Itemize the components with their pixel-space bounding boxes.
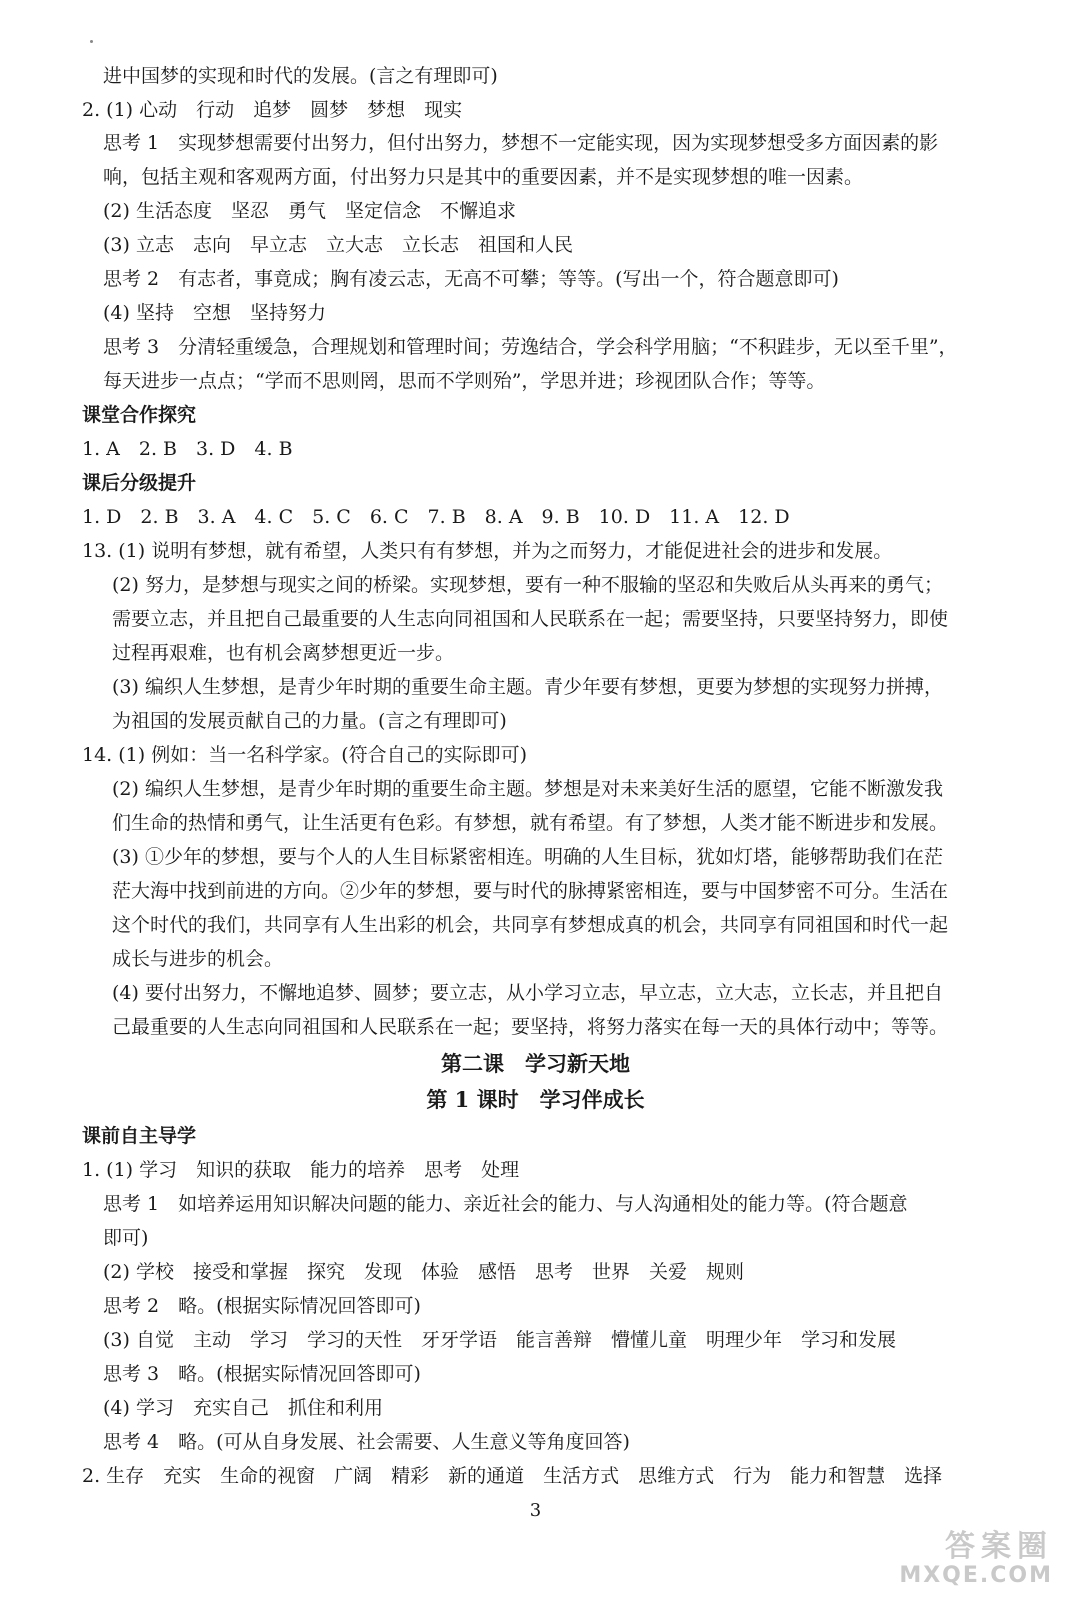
- text-line: 成长与进步的机会。: [112, 948, 284, 970]
- text-line: (2) 生活态度 坚忍 勇气 坚定信念 不懈追求: [103, 200, 516, 222]
- watermark-logo: [863, 1530, 1053, 1592]
- text-line: 这个时代的我们，共同享有人生出彩的机会，共同享有梦想成真的机会，共同享有同祖国和时代一起: [112, 914, 949, 936]
- text-line: 1. (1) 学习 知识的获取 能力的培养 思考 处理: [82, 1159, 520, 1181]
- text-line: 响，包括主观和客观两方面，付出努力只是其中的重要因素，并不是实现梦想的唯一因素。: [103, 166, 864, 188]
- text-line: (3) 立志 志向 早立志 立大志 立长志 祖国和人民: [103, 234, 573, 256]
- text-line: 进中国梦的实现和时代的发展。(言之有理即可): [103, 65, 498, 87]
- text-line: 为祖国的发展贡献自己的力量。(言之有理即可): [112, 710, 507, 732]
- text-line: 1. D 2. B 3. A 4. C 5. C 6. C 7. B 8. A 9. B 10. D 11. A 12. D: [82, 506, 790, 528]
- text-line: 14. (1) 例如：当一名科学家。(符合自己的实际即可): [82, 744, 528, 766]
- section-heading: 课堂合作探究: [82, 404, 197, 426]
- watermark-top: 答案圈: [945, 1529, 1053, 1564]
- text-line: 己最重要的人生志向同祖国和人民联系在一起；要坚持，将努力落实在每一天的具体行动中；等等。: [112, 1016, 949, 1038]
- text-line: 2. (1) 心动 行动 追梦 圆梦 梦想 现实: [82, 99, 463, 121]
- text-line: 思考 2 有志者，事竟成；胸有凌云志，无高不可攀；等等。(写出一个，符合题意即可): [103, 268, 839, 290]
- text-line: 思考 3 略。(根据实际情况回答即可): [103, 1363, 421, 1385]
- text-line: 们生命的热情和勇气，让生活更有色彩。有梦想，就有希望。有了梦想，人类才能不断进步和发展。: [112, 812, 949, 834]
- section-heading: 课前自主导学: [82, 1125, 197, 1147]
- text-line: 茫大海中找到前进的方向。②少年的梦想，要与时代的脉搏紧密相连，要与中国梦密不可分。生活在: [112, 880, 949, 902]
- text-line: 过程再艰难，也有机会离梦想更近一步。: [112, 642, 455, 664]
- text-line: (4) 坚持 空想 坚持努力: [103, 302, 326, 324]
- text-line: 每天进步一点点；“学而不思则罔，思而不学则殆”，学思并进；珍视团队合作；等等。: [103, 370, 826, 392]
- text-line: 思考 4 略。(可从自身发展、社会需要、人生意义等角度回答): [103, 1431, 630, 1453]
- text-line: 需要立志，并且把自己最重要的人生志向同祖国和人民联系在一起；需要坚持，只要坚持努力，即使: [112, 608, 949, 630]
- page-number: 3: [529, 1500, 542, 1521]
- text-line: (2) 学校 接受和掌握 探究 发现 体验 感悟 思考 世界 关爱 规则: [103, 1261, 744, 1283]
- section-heading: 课后分级提升: [82, 472, 197, 494]
- text-line: 13. (1) 说明有梦想，就有希望，人类只有有梦想，并为之而努力，才能促进社会的进步和发展。: [82, 540, 893, 562]
- text-line: (4) 学习 充实自己 抓住和利用: [103, 1397, 383, 1419]
- text-line: (3) 编织人生梦想，是青少年时期的重要生命主题。青少年要有梦想，更要为梦想的实现努力拼搏，: [112, 676, 943, 698]
- text-line: 思考 2 略。(根据实际情况回答即可): [103, 1295, 421, 1317]
- lesson-title: 第二课 学习新天地: [441, 1051, 630, 1076]
- text-line: 思考 1 实现梦想需要付出努力，但付出努力，梦想不一定能实现，因为实现梦想受多方面因素的影: [103, 132, 939, 154]
- text-line: (3) 自觉 主动 学习 学习的天性 牙牙学语 能言善辩 懵懂儿童 明理少年 学习和发展: [103, 1329, 896, 1351]
- scan-dot: [90, 40, 93, 43]
- text-line: 思考 3 分清轻重缓急，合理规划和管理时间；劳逸结合，学会科学用脑；“不积跬步，无以至千里”，: [103, 336, 958, 358]
- watermark-bottom: MXQE.COM: [899, 1563, 1053, 1588]
- text-line: 即可): [103, 1227, 149, 1249]
- text-line: (2) 编织人生梦想，是青少年时期的重要生命主题。梦想是对未来美好生活的愿望，它能不断激发我: [112, 778, 943, 800]
- text-line: (4) 要付出努力，不懈地追梦、圆梦；要立志，从小学习立志，早立志，立大志，立长志，并且把自: [112, 982, 943, 1004]
- text-line: 思考 1 如培养运用知识解决问题的能力、亲近社会的能力、与人沟通相处的能力等。(符合题意: [103, 1193, 908, 1215]
- lesson-subtitle: 第 1 课时 学习伴成长: [426, 1087, 645, 1112]
- text-line: 2. 生存 充实 生命的视窗 广阔 精彩 新的通道 生活方式 思维方式 行为 能力和智慧 选择: [82, 1465, 943, 1487]
- text-line: 1. A 2. B 3. D 4. B: [82, 438, 293, 460]
- text-line: (3) ①少年的梦想，要与个人的人生目标紧密相连。明确的人生目标，犹如灯塔，能够帮助我们在茫: [112, 846, 943, 868]
- text-line: (2) 努力，是梦想与现实之间的桥梁。实现梦想，要有一种不服输的坚忍和失败后从头再来的勇气；: [112, 574, 943, 596]
